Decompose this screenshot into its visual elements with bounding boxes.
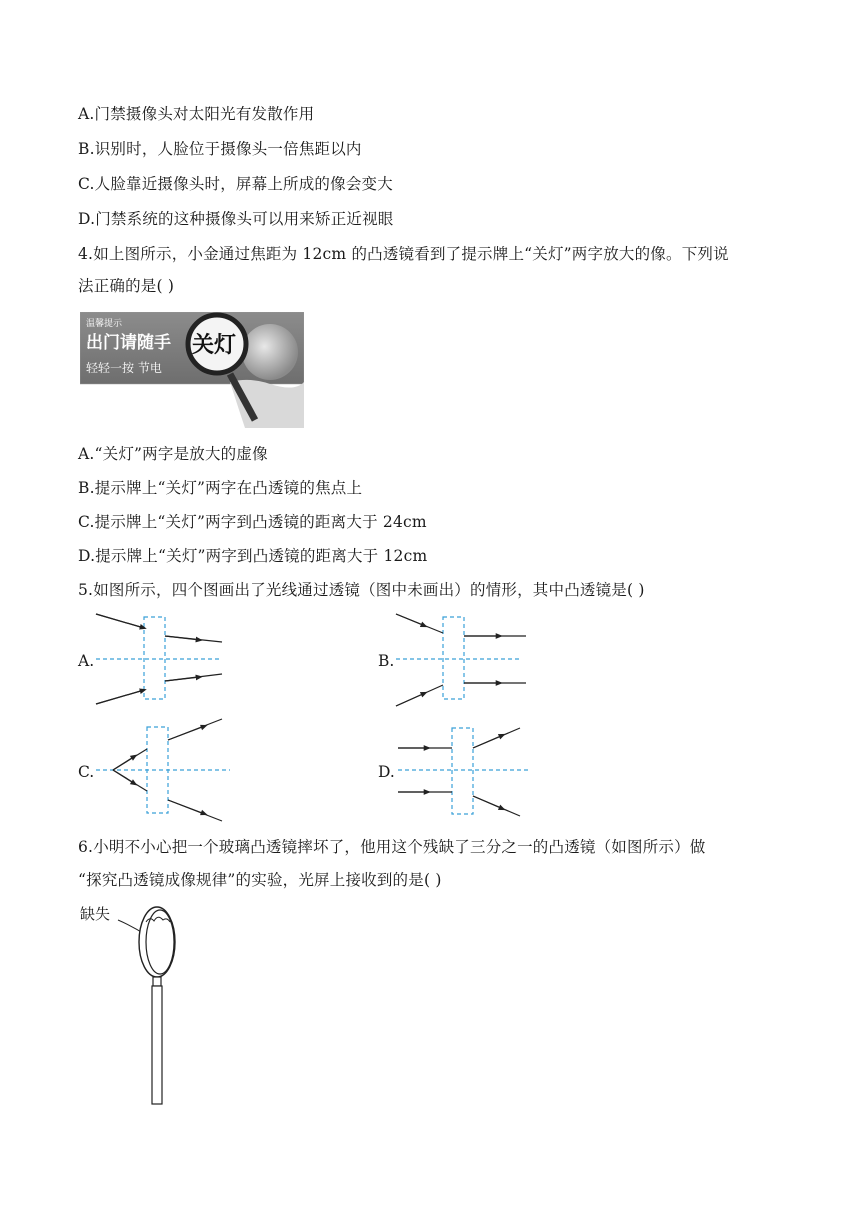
q6-stem-line2: “探究凸透镜成像规律”的实验，光屏上接收到的是( ) [78, 871, 442, 889]
q4-option-d: D.提示牌上“关灯”两字到凸透镜的距离大于 12cm [78, 547, 428, 565]
q5-stem: 5.如图所示，四个图画出了光线通过透镜（图中未画出）的情形，其中凸透镜是( ) [78, 581, 645, 599]
q4-stem-line2: 法正确的是( ) [78, 277, 175, 295]
q5-label-c: C. [78, 763, 95, 781]
sign-small-text: 温馨提示 [86, 319, 123, 329]
q4-option-a: A.“关灯”两字是放大的虚像 [78, 445, 268, 463]
sign-magnified-text: 关灯 [192, 333, 237, 358]
q3-option-a: A.门禁摄像头对太阳光有发散作用 [78, 105, 315, 123]
q3-option-b: B.识别时，人脸位于摄像头一倍焦距以内 [78, 140, 362, 158]
q5-label-b: B. [378, 652, 395, 670]
q4-option-b: B.提示牌上“关灯”两字在凸透镜的焦点上 [78, 479, 363, 497]
q3-option-c: C.人脸靠近摄像头时，屏幕上所成的像会变大 [78, 175, 393, 193]
q5-label-d: D. [378, 763, 395, 781]
q4-option-c: C.提示牌上“关灯”两字到凸透镜的距离大于 24cm [78, 513, 427, 531]
sign-main-text: 出门请随手 [86, 333, 171, 353]
q4-stem-line1: 4.如上图所示，小金通过焦距为 12cm 的凸透镜看到了提示牌上“关灯”两字放大的像。下列说 [78, 245, 729, 263]
sign-lower-text: 轻轻一按 节电 [86, 361, 162, 375]
q5-label-a: A. [78, 652, 95, 670]
q6-stem-line1: 6.小明不小心把一个玻璃凸透镜摔坏了，他用这个残缺了三分之一的凸透镜（如图所示）做 [78, 838, 706, 856]
q3-option-d: D.门禁系统的这种摄像头可以用来矫正近视眼 [78, 210, 394, 228]
missing-label: 缺失 [80, 905, 111, 923]
